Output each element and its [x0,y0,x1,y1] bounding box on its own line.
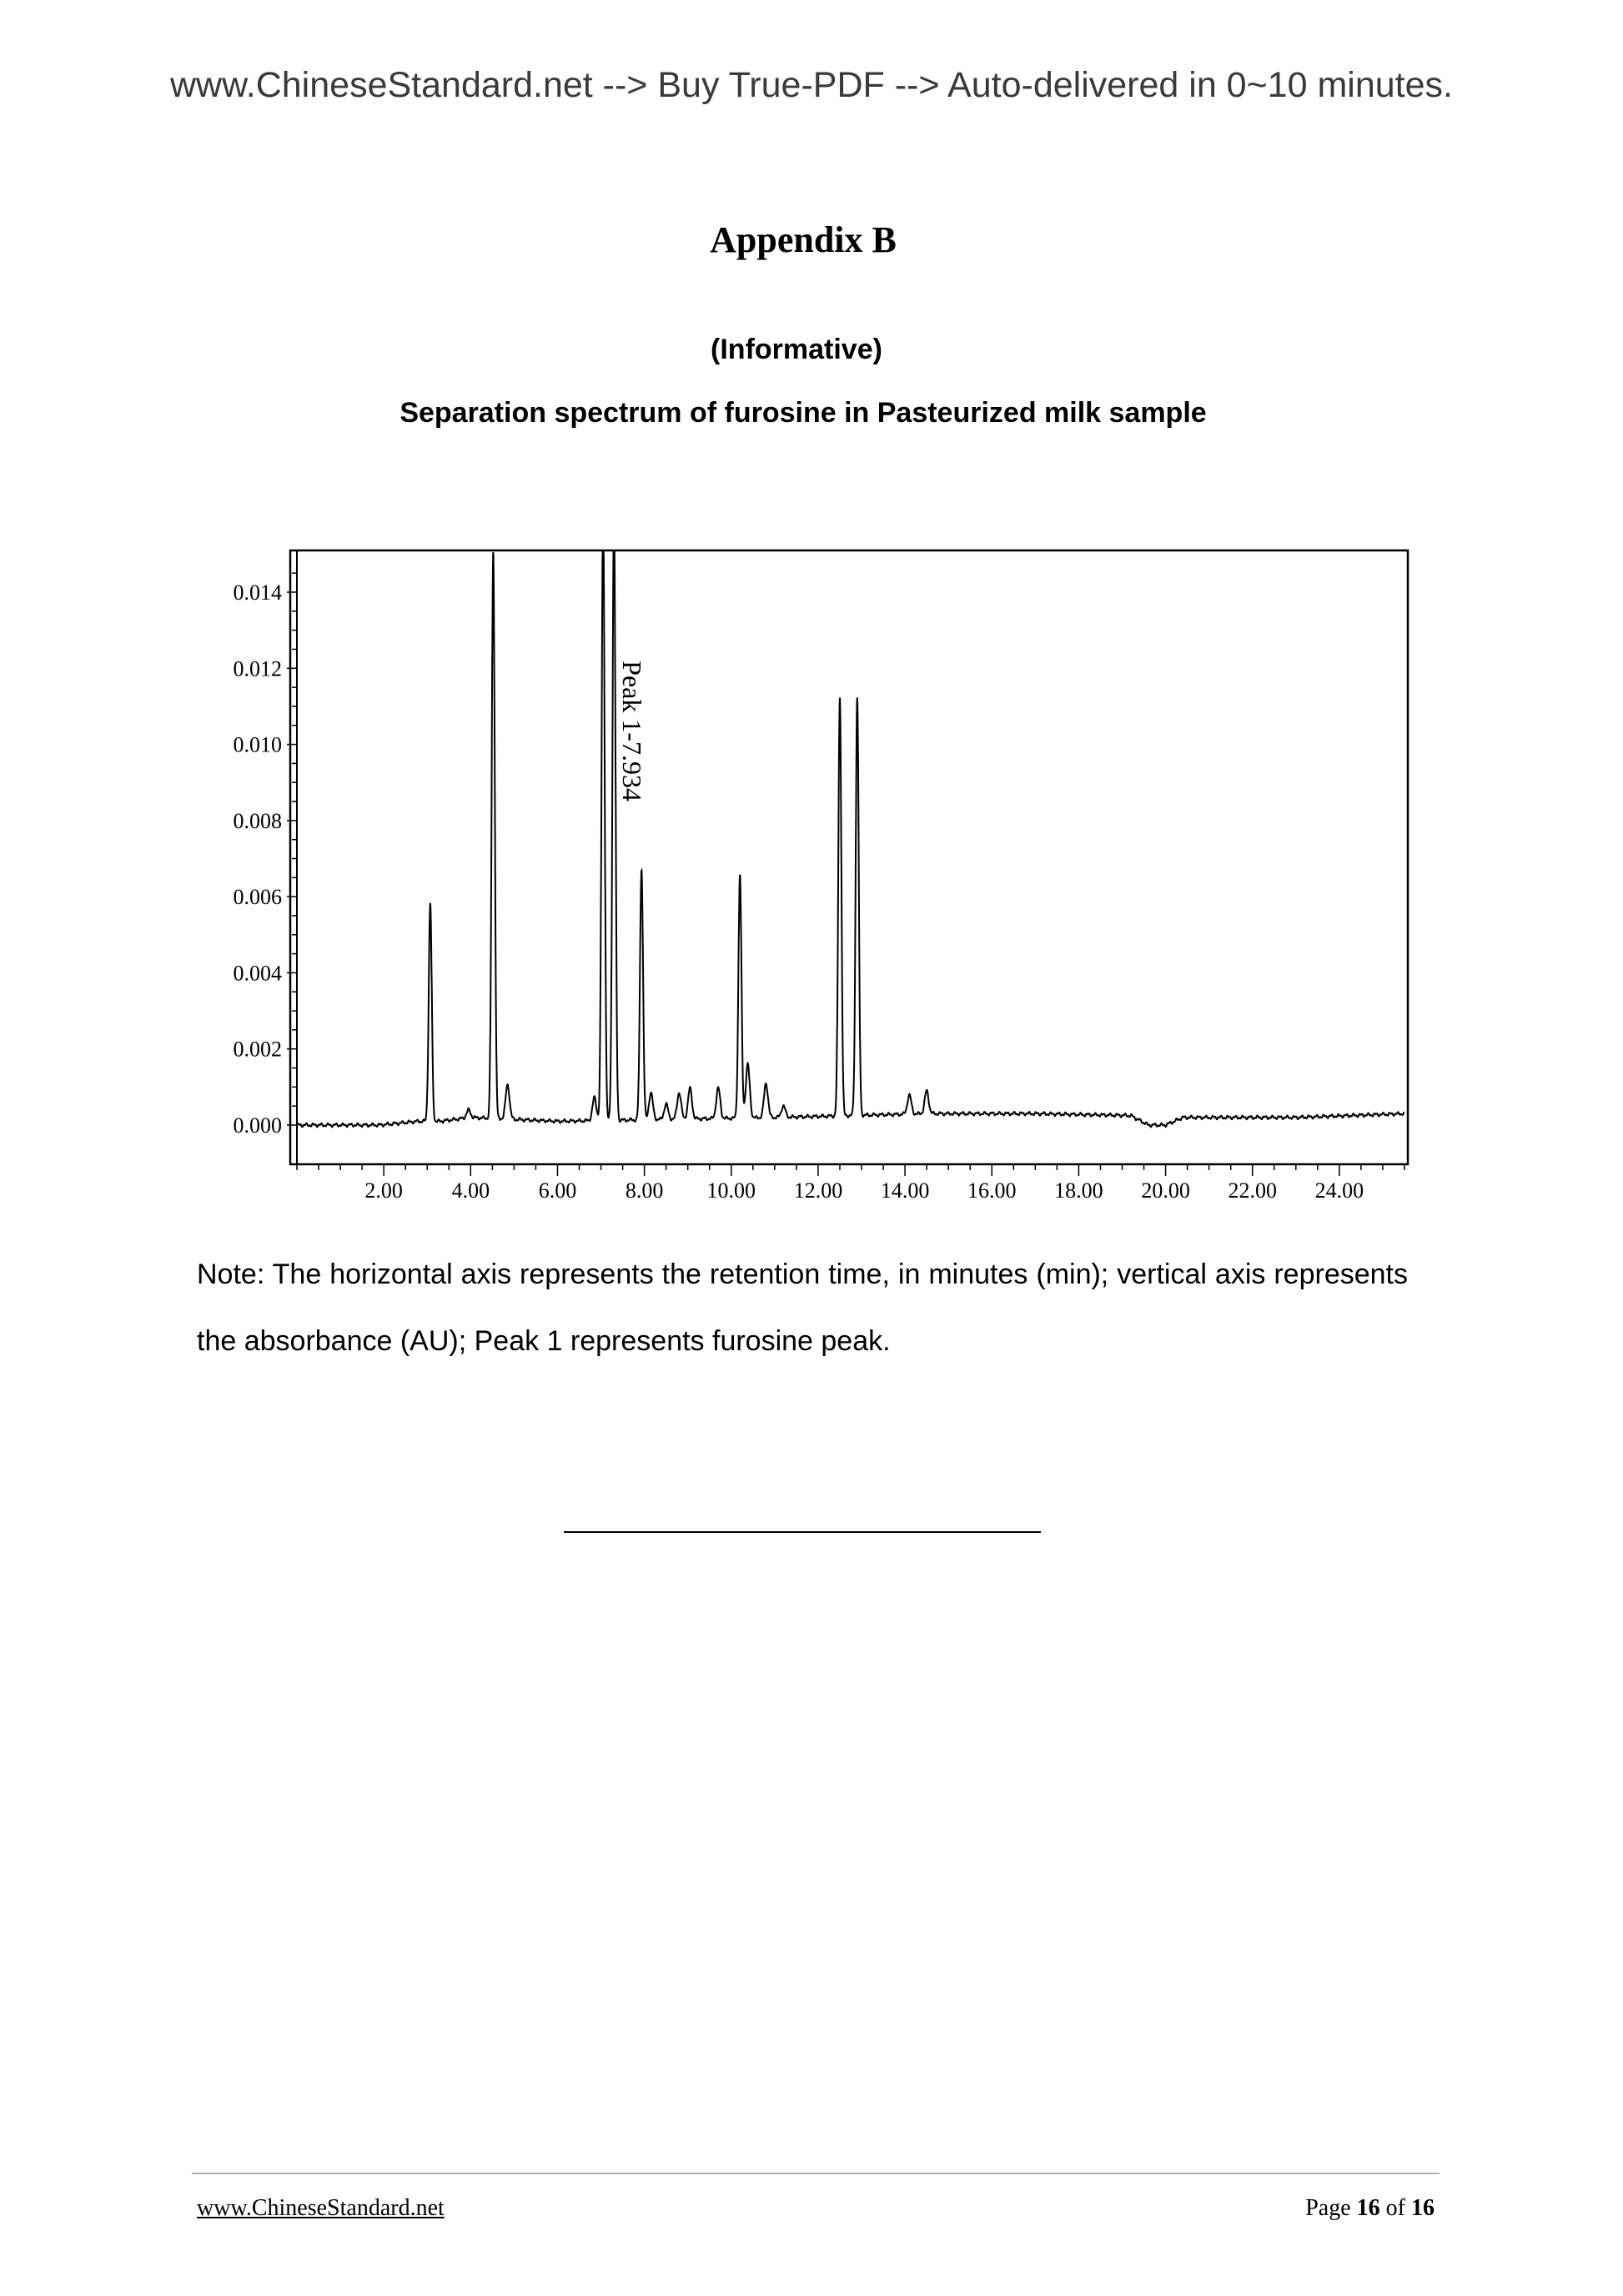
page-number [1305,2195,1435,2222]
x-tick-label: 6.00 [538,1178,577,1203]
y-tick-label: 0.004 [233,961,282,986]
footer-rule [192,2173,1440,2174]
y-tick-label: 0.000 [233,1113,282,1138]
chart-note: Note: The horizontal axis represents the retention time, in minutes (min); vertical axis represents the absorbance (AU); Peak 1 represents furosine peak. [197,1259,1408,1357]
x-tick-label: 24.00 [1314,1178,1364,1203]
appendix-title: Appendix B [710,219,897,260]
page-current: 16 [1356,2195,1380,2221]
x-tick-label: 12.00 [793,1178,843,1203]
page-total: 16 [1411,2195,1435,2221]
x-tick-label: 10.00 [706,1178,756,1203]
site-banner: www.ChineseStandard.net --> Buy True-PDF --> Auto-delivered in 0~10 minutes. [169,65,1453,105]
separator-line [564,1531,1041,1533]
y-tick-label: 0.006 [233,885,282,910]
x-tick-label: 14.00 [880,1178,930,1203]
peak-annotation: Peak 1-7.934 [617,661,648,802]
x-tick-label: 2.00 [364,1178,403,1203]
x-tick-label: 22.00 [1228,1178,1277,1203]
chromatogram-trace [297,552,1404,1127]
page-word: Page [1305,2195,1351,2221]
x-tick-label: 4.00 [451,1178,490,1203]
x-tick-label: 20.00 [1141,1178,1190,1203]
y-tick-label: 0.002 [233,1037,282,1062]
footer-site-link[interactable]: www.ChineseStandard.net [197,2195,445,2221]
y-tick-label: 0.010 [233,732,282,757]
x-tick-label: 8.00 [625,1178,664,1203]
page-of: of [1385,2195,1405,2221]
plot-frame [290,550,1408,1164]
y-tick-label: 0.012 [233,656,282,681]
x-tick-label: 16.00 [967,1178,1017,1203]
y-tick-label: 0.014 [233,580,282,605]
informative-label: (Informative) [711,334,882,365]
y-tick-label: 0.008 [233,808,282,833]
x-tick-label: 18.00 [1054,1178,1103,1203]
chart-caption: Separation spectrum of furosine in Pasteurized milk sample [399,397,1207,429]
